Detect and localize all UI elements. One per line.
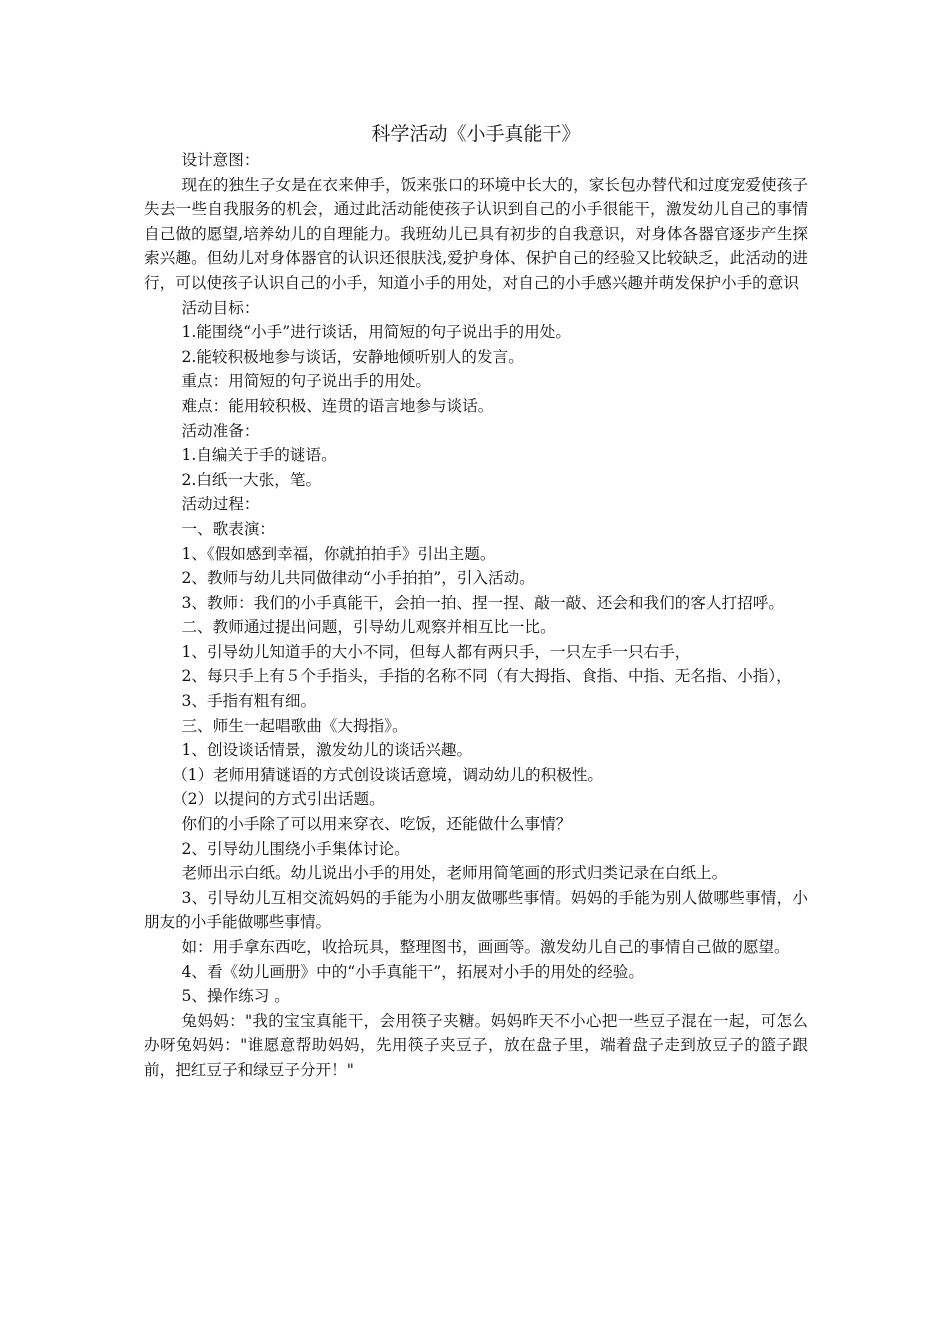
- paragraph: 1.能围绕“小手”进行谈话，用简短的句子说出手的用处。: [181, 323, 571, 342]
- paragraph: 活动准备：: [181, 421, 260, 440]
- paragraph: 现在的独生子女是在衣来伸手，饭来张口的环境中长大的，家长包办替代和过度宠爱使孩子失去一些自我服务的机会，通过此活动能使孩子认识到自己的小手很能干，激发幼儿自己的事情自己做的愿望,培养幼儿的自理能力。我班幼儿已具有初步的自我意识，对身体各器官逐步产生探索兴趣。但幼儿对身体器官的认识还很肤浅,爱护身体、保护自己的经验又比较缺乏，此活动的进行，可以使孩子认识自己的小手，知道小手的用处，对自己的小手感兴趣并萌发保护小手的意识: [144, 175, 808, 292]
- paragraph: 5、操作练习 。: [181, 987, 290, 1006]
- paragraph: 如：用手拿东西吃，收拾玩具，整理图书，画画等。激发幼儿自己的事情自己做的愿望。: [181, 938, 790, 956]
- document-title: 科学活动《小手真能干》: [371, 123, 581, 145]
- paragraph: 二、教师通过提出问题，引导幼儿观察并相互比一比。: [181, 618, 556, 637]
- paragraph: 1.自编关于手的谜语。: [181, 446, 337, 465]
- paragraph: 重点：用简短的句子说出手的用处。: [181, 372, 431, 391]
- paragraph: 兔妈妈："我的宝宝真能干，会用筷子夹糖。妈妈昨天不小心把一些豆子混在一起，可怎么办呀兔妈妈："谁愿意帮助妈妈，先用筷子夹豆子，放在盘子里，端着盘子走到放豆子的篮子跟前，把红豆子和绿豆子分开！": [144, 1011, 808, 1079]
- paragraph: 活动目标：: [181, 298, 260, 317]
- paragraph: 4、看《幼儿画册》中的“小手真能干”，拓展对小手的用处的经验。: [181, 962, 644, 981]
- paragraph: 1、引导幼儿知道手的大小不同，但每人都有两只手，一只左手一只右手，: [181, 642, 691, 661]
- paragraph: 3、教师：我们的小手真能干，会拍一拍、捏一捏、敲一敲、还会和我们的客人打招呼。: [181, 593, 784, 612]
- paragraph: 三、师生一起唱歌曲《大拇指》。: [181, 716, 408, 735]
- paragraph: 3、引导幼儿互相交流妈妈的手能为小朋友做哪些事情。妈妈的手能为别人做哪些事情，小朋友的小手能做哪些事情。: [144, 888, 808, 932]
- paragraph: 老师出示白纸。幼儿说出小手的用处，老师用简笔画的形式归类记录在白纸上。: [181, 864, 728, 883]
- paragraph: 2.白纸一大张，笔。: [181, 470, 322, 489]
- paragraph: 2、引导幼儿围绕小手集体讨论。: [181, 839, 410, 858]
- paragraph: 2、教师与幼儿共同做律动“小手拍拍”，引入活动。: [181, 569, 535, 588]
- paragraph: （1）老师用猜谜语的方式创设谈话意境，调动幼儿的积极性。: [172, 765, 604, 784]
- paragraph: 2.能较积极地参与谈话，安静地倾听别人的发言。: [181, 347, 524, 366]
- paragraph: 2、每只手上有５个手指头，手指的名称不同（有大拇指、食指、中指、无名指、小指），: [181, 667, 792, 686]
- paragraph: 1、《假如感到幸福，你就拍拍手》引出主题。: [181, 544, 496, 563]
- paragraph: （2）以提问的方式引出话题。: [172, 790, 385, 809]
- paragraph: 活动过程：: [181, 495, 260, 514]
- paragraph: 设计意图：: [181, 151, 260, 169]
- paragraph: 1、创设谈话情景，激发幼儿的谈话兴趣。: [181, 741, 473, 760]
- paragraph: 3、手指有粗有细。: [181, 692, 317, 711]
- paragraph: 一、歌表演：: [181, 519, 276, 538]
- paragraph: 你们的小手除了可以用来穿衣、吃饭，还能做什么事情？: [181, 815, 572, 834]
- paragraph: 难点：能用较积极、连贯的语言地参与谈话。: [181, 396, 494, 415]
- document-body: [144, 120, 808, 1083]
